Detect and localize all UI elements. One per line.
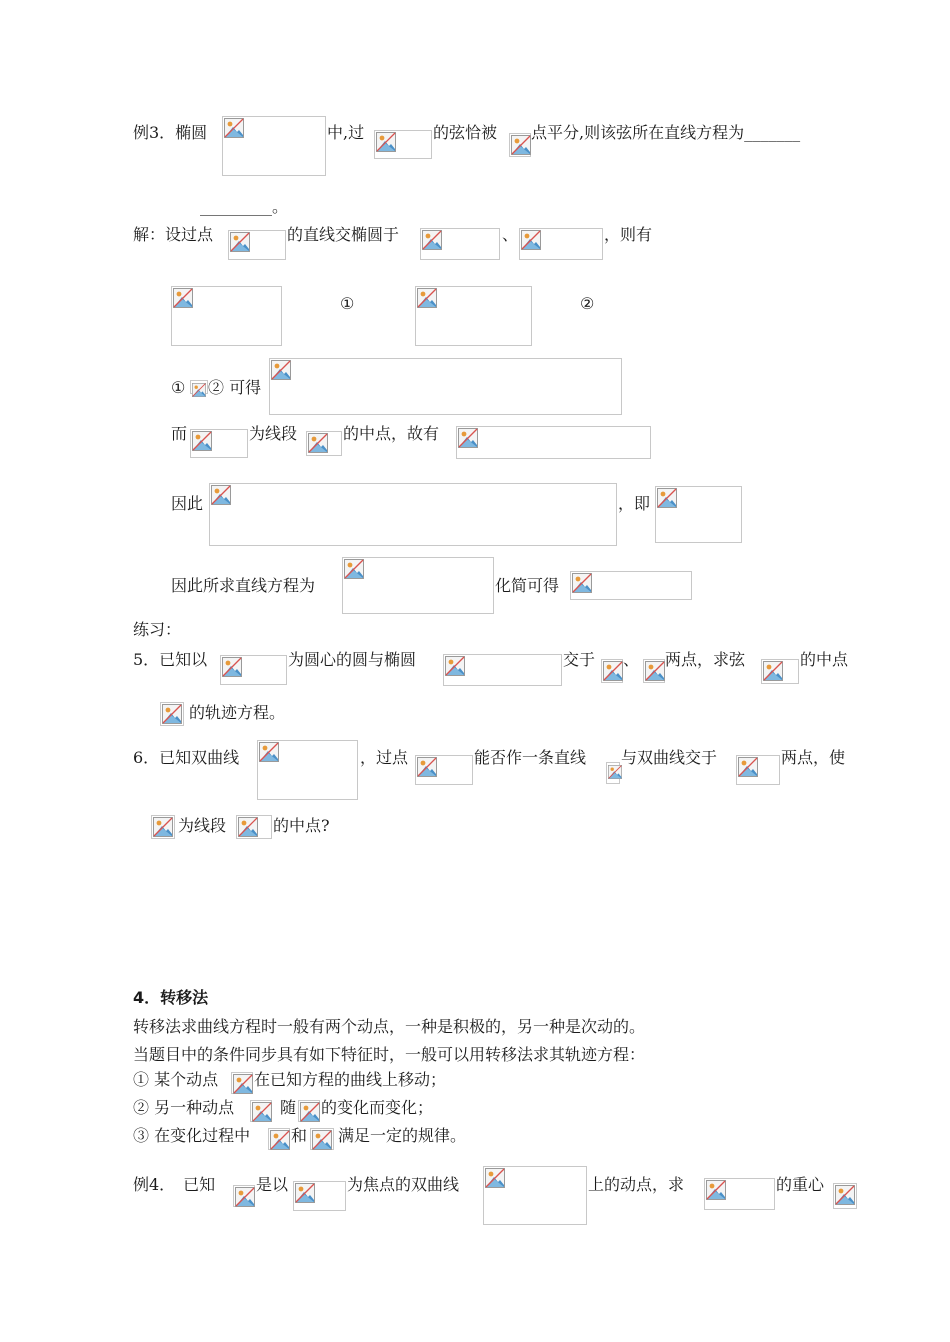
text: 、 <box>502 225 519 244</box>
broken-image-icon <box>763 661 783 681</box>
text: 的重心 <box>776 1175 825 1194</box>
broken-image-icon <box>485 1168 505 1188</box>
broken-image-icon <box>706 1180 726 1200</box>
text: ② 另一种动点 <box>133 1098 235 1117</box>
text: 交于 <box>563 650 596 669</box>
text: 解：设过点 <box>133 225 214 244</box>
text: 中,过 <box>327 123 365 142</box>
text: 和 <box>291 1126 308 1145</box>
broken-image-icon <box>572 573 592 593</box>
text: 而 <box>171 424 188 443</box>
formula-image <box>570 571 692 600</box>
broken-image-icon <box>738 757 758 777</box>
text: 6．已知双曲线 <box>133 748 240 767</box>
formula-image <box>233 1185 255 1207</box>
text: 的中点 <box>800 650 849 669</box>
formula-image <box>415 286 532 346</box>
broken-image-icon <box>458 428 478 448</box>
formula-image <box>456 426 651 459</box>
formula-image <box>222 116 326 176</box>
formula-image <box>643 659 665 683</box>
broken-image-icon <box>657 488 677 508</box>
broken-image-icon <box>308 433 328 453</box>
text: 为圆心的圆与椭圆 <box>288 650 417 669</box>
formula-image <box>519 228 603 260</box>
text: 满足一定的规律。 <box>338 1126 467 1145</box>
text: ① <box>171 378 186 397</box>
broken-image-icon <box>224 118 244 138</box>
broken-image-icon <box>835 1185 855 1205</box>
formula-image <box>601 659 623 683</box>
formula-image <box>250 1100 272 1122</box>
text: 的直线交椭圆于 <box>287 225 400 244</box>
formula-image <box>209 483 617 546</box>
formula-image <box>420 228 500 260</box>
broken-image-icon <box>173 288 193 308</box>
text: 上的动点，求 <box>588 1175 685 1194</box>
formula-image <box>228 230 286 260</box>
broken-image-icon <box>211 485 231 505</box>
text: _________。 <box>200 197 289 216</box>
text: 5．已知以 <box>133 650 208 669</box>
text: 化简可得 <box>495 576 560 595</box>
broken-image-icon <box>645 661 665 681</box>
broken-image-icon <box>344 559 364 579</box>
text: 转移法求曲线方程时一般有两个动点，一种是积极的，另一种是次动的。 <box>133 1017 646 1036</box>
formula-image <box>833 1183 857 1209</box>
text: 的轨迹方程。 <box>189 703 286 722</box>
text: 能否作一条直线 <box>474 748 587 767</box>
broken-image-icon <box>235 1187 255 1207</box>
broken-image-icon <box>259 742 279 762</box>
formula-image <box>606 762 620 784</box>
broken-image-icon <box>511 135 531 155</box>
text: 例3．椭圆 <box>133 123 208 142</box>
formula-image <box>736 755 780 785</box>
text: 在已知方程的曲线上移动； <box>254 1070 447 1089</box>
text: 是以 <box>256 1175 289 1194</box>
broken-image-icon <box>222 657 242 677</box>
equation-number: ① <box>340 294 355 313</box>
text: 为线段 <box>178 816 227 835</box>
broken-image-icon <box>162 704 182 724</box>
broken-image-icon <box>445 656 465 676</box>
broken-image-icon <box>238 817 258 837</box>
broken-image-icon <box>233 1074 253 1094</box>
text: 与双曲线交于 <box>621 748 718 767</box>
broken-image-icon <box>192 382 206 396</box>
section-heading: 4．转移法 <box>133 988 209 1007</box>
text: 的中点? <box>273 816 330 835</box>
formula-image <box>704 1178 775 1210</box>
formula-image <box>310 1128 334 1150</box>
broken-image-icon <box>417 288 437 308</box>
formula-image <box>342 557 494 614</box>
broken-image-icon <box>417 757 437 777</box>
text: ① 某个动点 <box>133 1070 219 1089</box>
broken-image-icon <box>295 1183 315 1203</box>
formula-image <box>483 1166 587 1225</box>
broken-image-icon <box>608 764 622 778</box>
broken-image-icon <box>230 232 250 252</box>
text: 的中点，故有 <box>343 424 440 443</box>
text: ，即 <box>618 494 651 513</box>
broken-image-icon <box>422 230 442 250</box>
formula-image <box>415 755 473 785</box>
formula-image <box>231 1072 253 1094</box>
formula-image <box>374 130 432 159</box>
formula-image <box>293 1181 346 1211</box>
broken-image-icon <box>603 661 623 681</box>
formula-image <box>509 133 531 157</box>
formula-image <box>268 1128 290 1150</box>
formula-image <box>443 654 562 686</box>
formula-image <box>761 659 799 684</box>
formula-image <box>236 815 272 839</box>
formula-image <box>298 1100 320 1122</box>
text: ② 可得 <box>208 378 262 397</box>
text: 为焦点的双曲线 <box>347 1175 460 1194</box>
broken-image-icon <box>376 132 396 152</box>
formula-image <box>160 702 184 726</box>
text: 当题目中的条件同步具有如下特征时，一般可以用转移法求其轨迹方程： <box>133 1045 646 1064</box>
formula-image <box>171 286 282 346</box>
broken-image-icon <box>153 817 173 837</box>
text: 点平分,则该弦所在直线方程为_______ <box>531 123 801 142</box>
formula-image <box>257 740 358 800</box>
broken-image-icon <box>271 360 291 380</box>
formula-image <box>655 486 742 543</box>
broken-image-icon <box>192 431 212 451</box>
formula-image <box>220 655 287 685</box>
text: 的变化而变化； <box>321 1098 434 1117</box>
equation-number: ② <box>580 294 595 313</box>
formula-image <box>306 431 342 456</box>
broken-image-icon <box>252 1102 272 1122</box>
broken-image-icon <box>300 1102 320 1122</box>
text: 两点，使 <box>781 748 846 767</box>
text: ，则有 <box>604 225 653 244</box>
broken-image-icon <box>521 230 541 250</box>
text: ③ 在变化过程中 <box>133 1126 251 1145</box>
formula-image <box>269 358 622 415</box>
text: 的弦恰被 <box>433 123 498 142</box>
text: 、 <box>623 650 640 669</box>
formula-image <box>190 380 208 394</box>
formula-image <box>190 429 248 458</box>
text: 两点，求弦 <box>665 650 746 669</box>
text: 为线段 <box>249 424 298 443</box>
text: 练习： <box>133 620 182 639</box>
text: 因此 <box>171 494 204 513</box>
text: 例4． 已知 <box>133 1175 216 1194</box>
broken-image-icon <box>270 1130 290 1150</box>
formula-image <box>151 815 175 839</box>
broken-image-icon <box>312 1130 332 1150</box>
text: 因此所求直线方程为 <box>171 576 316 595</box>
text: ，过点 <box>360 748 409 767</box>
text: 随 <box>280 1098 297 1117</box>
